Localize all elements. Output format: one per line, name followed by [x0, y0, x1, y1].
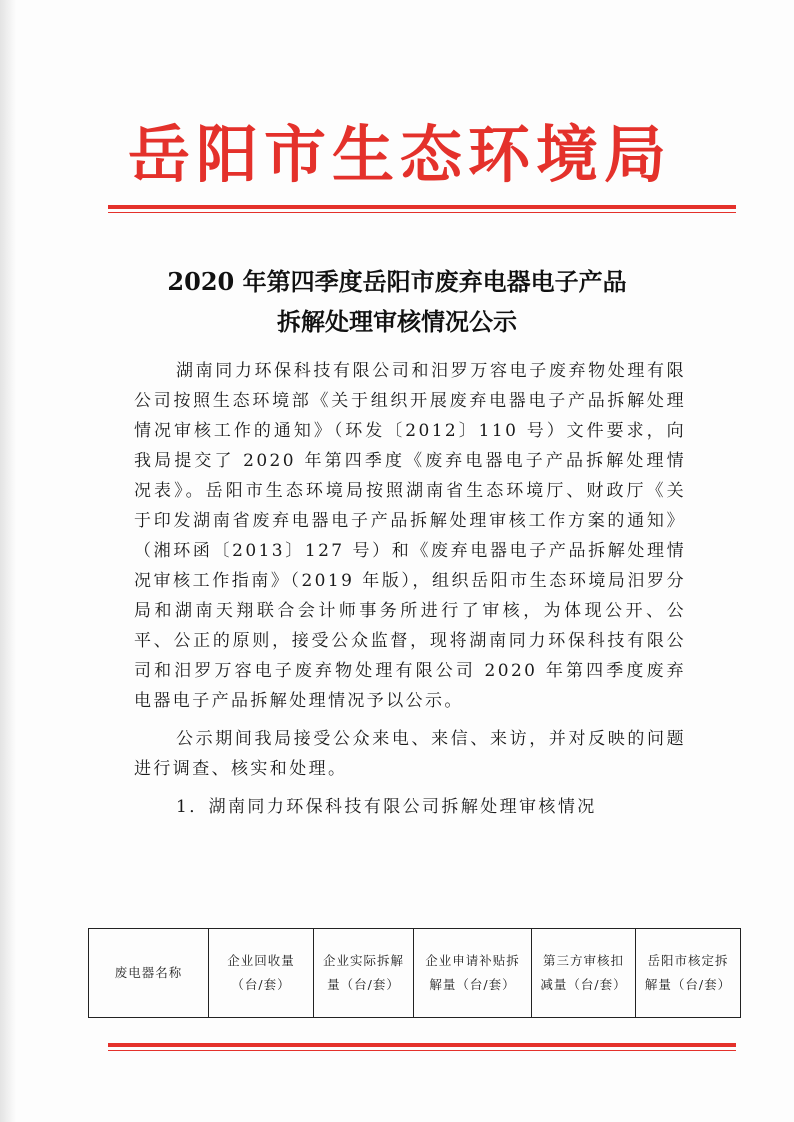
table-header-cell: 废电器名称	[89, 929, 209, 1018]
body-paragraph-2: 公示期间我局接受公众来电、来信、来访，并对反映的问题进行调查、核实和处理。	[134, 729, 686, 779]
title-line-2: 拆解处理审核情况公示	[277, 307, 517, 336]
scan-shadow-edge	[0, 0, 16, 1122]
section-heading-1: 1．湖南同力环保科技有限公司拆解处理审核情况	[176, 797, 597, 817]
document-body	[134, 356, 686, 822]
footer-rule-thin	[108, 1050, 736, 1051]
letterhead-rule-thin	[108, 212, 736, 213]
footer-rule-thick	[108, 1043, 736, 1047]
table-header-cell: 企业申请补贴拆解量（台/套）	[414, 929, 532, 1018]
table-header-cell: 第三方审核扣减量（台/套）	[532, 929, 636, 1018]
body-paragraph-1: 湖南同力环保科技有限公司和汨罗万容电子废弃物处理有限公司按照生态环境部《关于组织开展废弃电器电子产品拆解处理情况审核工作的通知》（环发〔2012〕110 号）文件要求，向我局提交了 2020 年第四季度《废弃电器电子产品拆解处理情况表》。岳阳市生态环境局按照湖南省生态环境厅、财政厅《关于印发湖南省废弃电器电子产品拆解处理审核工作方案的通知》（湘环函〔2013〕127 号）和《废弃电器电子产品拆解处理情况审核工作指南》（2019 年版），组织岳阳市生态环境局汨罗分局和湖南天翔联合会计师事务所进行了审核，为体现公开、公平、公正的原则，接受公众监督，现将湖南同力环保科技有限公司和汨罗万容电子废弃物处理有限公司 2020 年第四季度废弃电器电子产品拆解处理情况予以公示。	[134, 361, 686, 711]
letterhead-rule-thick	[108, 205, 736, 209]
title-line-1: 2020 年第四季度岳阳市废弃电器电子产品	[167, 267, 627, 296]
table-header-cell: 企业实际拆解量（台/套）	[314, 929, 414, 1018]
table-header-cell: 岳阳市核定拆解量（台/套）	[636, 929, 741, 1018]
table-header-row	[89, 929, 741, 1018]
audit-table	[88, 928, 740, 1018]
table-header-cell: 企业回收量（台/套）	[209, 929, 314, 1018]
document-title	[90, 262, 704, 342]
letterhead-org-name: 岳阳市生态环境局	[127, 118, 672, 191]
